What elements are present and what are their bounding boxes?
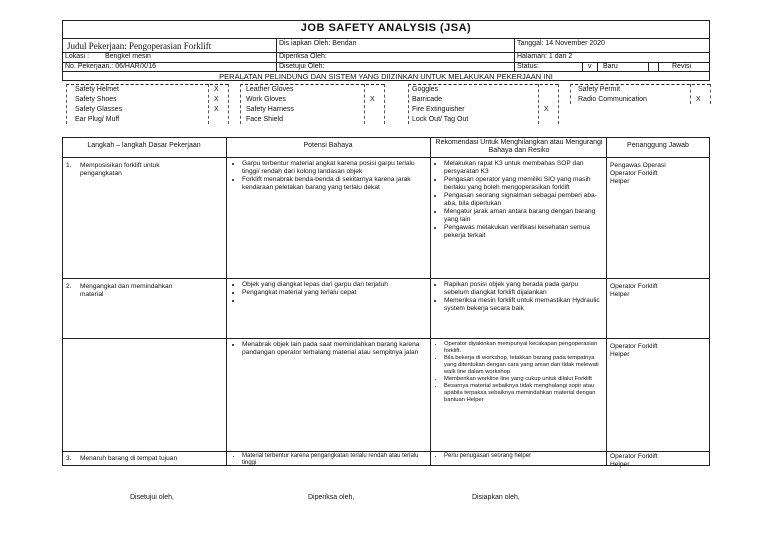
responsible-line: Helper <box>610 178 630 185</box>
footer-checked-by: Diperiksa oleh, <box>308 494 355 501</box>
hazard-item: • Menabrak objek lain pada saat memindahkan barang karena pandangan operator terhalang material atau sempitnya jalan <box>242 341 426 357</box>
hazard-item: • Pengangkat material yang terlalu cepat <box>242 289 426 297</box>
recommendation-item: • Perlu penugasan seorang helper <box>444 453 602 460</box>
ppe-band-title: PERALATAN PELINDUNG DAN SISTEM YANG DIIZINKAN UNTUK MELAKUKAN PEKERJAAN INI <box>219 72 553 81</box>
recommendation-item: • Operator diyakinkan mempunyai kecakapan pengoperasian forklift. <box>444 341 602 355</box>
hazard-item: • Garpu terbentur material angkat karena posisi garpu terlalu tinggi/ rendah dari kolong landasan objek <box>242 160 426 176</box>
table-row-1-step-number: 1. <box>66 162 72 169</box>
table-row-4-step <box>80 455 224 463</box>
header-recommendations: Rekomendasi Untuk Menghilangkan atau Mengurangi Bahaya dan Resiko <box>435 139 603 154</box>
job-title: Judul Pekerjaan: Pengoperasian Forklift <box>67 41 212 51</box>
ppe-ear-plug: Ear Plug/ Muff <box>75 116 120 123</box>
recommendation-item: • Mengatur jarak aman antara barang dengan barang yang lain <box>444 208 602 224</box>
table-row-3-hazards <box>232 341 426 357</box>
hazard-item: • Material terbentur karena pengangkatan terlalu rendah atau terlalu tinggi <box>242 453 426 467</box>
ppe-leather-gloves: Leather Gloves <box>246 86 294 93</box>
ppe-work-gloves-mark: X <box>370 96 375 103</box>
step-line: material <box>80 291 104 298</box>
ppe-safety-helmet: Safety Helmet <box>75 86 119 93</box>
ppe-radio-communication: Radio Communication <box>578 96 647 103</box>
ppe-lockout-tagout: Lock Out/ Tag Out <box>412 116 469 123</box>
table-row-1-responsible <box>610 162 706 186</box>
table-row-1-recommendations <box>434 160 602 240</box>
table-row-4-step-number: 3. <box>66 455 72 462</box>
approved-by: Disetujui Oleh: <box>279 63 325 70</box>
recommendation-item: • Memeriksa mesin forklift untuk memastikan Hydraulic system bekerja secara baik <box>444 297 602 313</box>
recommendation-item: • Pengasan seorang signalman sebagai pemberi aba-aba, bila diperlukan <box>444 192 602 208</box>
recommendation-item: • Rapikan posisi objek yang berada pada garpu sebelum diangkat forklift dijalankan <box>444 281 602 297</box>
ppe-goggles: Goggles <box>412 86 439 93</box>
ppe-radio-communication-mark: X <box>696 96 701 103</box>
header-responsible: Penanggung Jawab <box>627 142 689 149</box>
status-label: Status: <box>517 63 539 70</box>
recommendation-item: • Memberikan workline line yang cukup untuk dilalui Forklift <box>444 376 602 383</box>
status-new: Baru <box>603 63 618 70</box>
responsible-line: Operator Forklift <box>610 343 658 350</box>
step-line: Memposisikan forklift untuk <box>80 162 160 169</box>
status-revision: Revisi <box>672 63 692 70</box>
table-row-4-recommendations <box>434 453 602 460</box>
recommendation-item: • Pengasan operator yang memiliki SIO yang masih berlaku yang boleh mengoperasikan forklift <box>444 176 602 192</box>
table-row-2-responsible <box>610 283 706 299</box>
header-hazards: Potensi Bahaya <box>303 142 353 149</box>
table-row-2-step <box>80 283 220 299</box>
step-line: Menaruh barang di tempat tujuan <box>80 455 178 462</box>
table-row-1-hazards <box>232 160 426 192</box>
table-row-2-recommendations <box>434 281 602 313</box>
table-row-3-responsible <box>610 343 706 359</box>
ppe-safety-helmet-mark: X <box>214 86 219 93</box>
recommendation-item: • Melakukan rapat K3 untuk membahas SOP dan persyaratan K3 <box>444 160 602 176</box>
hazard-item: • Objek yang diangkat lepas dari garpu dan terjatuh <box>242 281 426 289</box>
table-row-4-hazards <box>232 453 426 467</box>
table-row-4-responsible <box>610 453 706 469</box>
ppe-face-shield: Face Shield <box>246 116 283 123</box>
job-number: No. Pekerjaan.: 06/HAR/X/16 <box>65 63 157 70</box>
recommendation-item: • Bila bekerja di workshop, letakkan barang pada tempatnya yang ditentukan dengan cara yang aman dan tidak melewati walk line dalam workshop <box>444 355 602 376</box>
ppe-work-gloves: Work Gloves <box>246 96 286 103</box>
ppe-safety-shoes: Safety Shoes <box>75 96 117 103</box>
responsible-line: Pengawas Operasi <box>610 162 666 169</box>
footer-prepared-by: Disiapkan oleh, <box>472 494 520 501</box>
hazard-item: • Forklift menabrak benda-benda di sekitarnya karena jarak kendaraan peletakan barang yang terlalu dekat <box>242 176 426 192</box>
ppe-barricade: Barricade <box>412 96 442 103</box>
ppe-fire-extinguisher-mark: X <box>544 106 549 113</box>
date-field: Tanggal: 14 November 2020 <box>517 40 605 47</box>
footer-approved-by: Disetujui oleh, <box>130 494 174 501</box>
prepared-by: Dis iapkan Oleh: Bendan <box>279 40 357 47</box>
status-new-mark: v <box>588 63 592 70</box>
ppe-fire-extinguisher: Fire Extinguisher <box>412 106 465 113</box>
responsible-line: Operator Forklift <box>610 170 658 177</box>
recommendation-item: • Pengawas melakukan verifikasi kesehatan semua pekerja terkait <box>444 224 602 240</box>
responsible-line: Operator Forklift <box>610 453 658 460</box>
step-line: pengangkatan <box>80 170 122 177</box>
step-line: Mengangkat dan memindahkan <box>80 283 173 290</box>
table-row-3-recommendations <box>434 341 602 404</box>
table-row-2-hazards <box>232 281 426 305</box>
ppe-safety-harness: Safety Harness <box>246 106 294 113</box>
page-number: Halaman: 1 dari 2 <box>517 53 573 60</box>
recommendation-item: • Besarnya material sebaiknya tidak menghalangi sopir atau apabila terpaksa sebaiknya memindahkan material dengan bantuan Helper <box>444 383 602 404</box>
ppe-safety-permit: Safety Permit <box>578 86 621 93</box>
table-row-2-step-number: 2. <box>66 283 72 290</box>
checked-by: Diperiksa Oleh: <box>279 53 327 60</box>
ppe-safety-glasses: Safety Glasses <box>75 106 123 113</box>
responsible-line: Operator Forklift <box>610 283 658 290</box>
ppe-safety-glasses-mark: X <box>214 106 219 113</box>
hazard-item <box>242 297 426 305</box>
document-title: JOB SAFETY ANALYSIS (JSA) <box>300 22 472 34</box>
location-label: Lokasi : <box>65 53 90 60</box>
location-value: Bengkel mesin <box>105 53 151 60</box>
responsible-line: Helper <box>610 461 630 468</box>
header-steps: Langkah – langkah Dasar Pekerjaan <box>87 142 201 149</box>
ppe-safety-shoes-mark: X <box>214 96 219 103</box>
responsible-line: Helper <box>610 351 630 358</box>
table-row-1-step <box>80 162 220 178</box>
responsible-line: Helper <box>610 291 630 298</box>
